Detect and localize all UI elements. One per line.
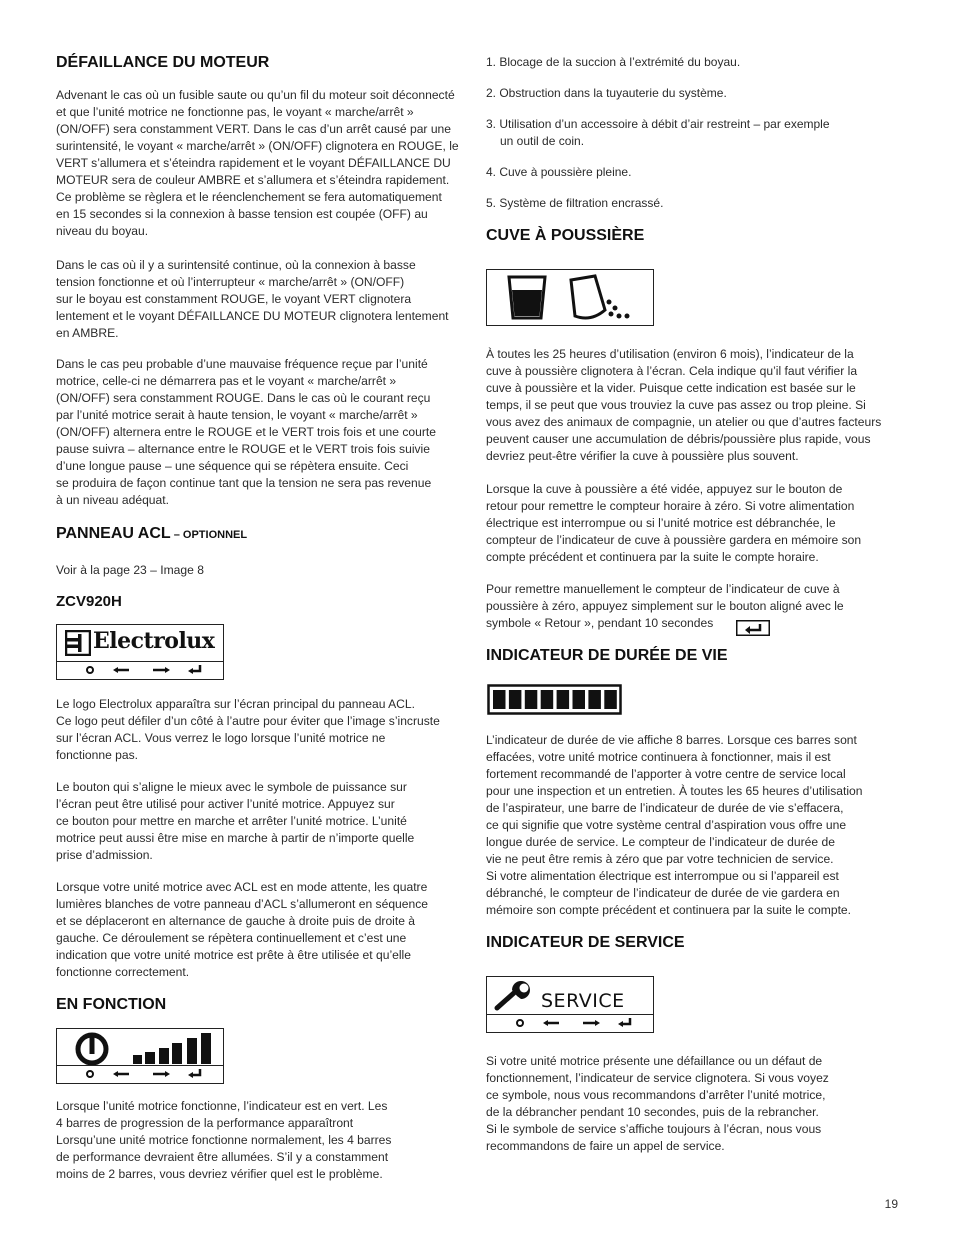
right-arrow-icon [153,1071,170,1077]
moteur-paragraph-1 [56,87,470,240]
text-line: poussière à zéro, appuyez simplement sur le bouton aligné avec le [486,599,844,613]
performance-bar-5 [187,1038,197,1064]
text-line: peuvent causer une accumulation de débris/poussière plus rapide, vous [486,432,871,446]
text-line: de l’aspirateur, une barre de l’indicateur de durée de vie s’effacera, [486,801,844,815]
power-button-symbol [517,1020,523,1026]
lcd-control-symbols [57,662,223,678]
text-line: lentement et le voyant DÉFAILLANCE DU MOTEUR clignotera lentement [56,309,449,323]
text-line: longue durée de service. Le compteur de l’indicateur de durée de [486,835,835,849]
service-lcd-panel [486,976,654,1033]
text-line: (ON/OFF) alternera entre le ROUGE et le VERT trois fois et une courte [56,425,436,439]
electrolux-logo-text: Electrolux [93,628,215,654]
section-title-service: INDICATEUR DE SERVICE [486,934,685,951]
life-bar-8 [604,690,617,709]
text-line: fortement recommandé de l’apporter à votre centre de service local [486,767,846,781]
lcd-control-symbols [487,1015,653,1031]
text-line: débranché, le compteur de l’indicateur de durée de vie gardera en [486,886,840,900]
text-line: VERT s’allumera et s’éteindra rapidement et le voyant DÉFAILLANCE DU [56,156,451,170]
cuve-paragraph-3 [486,581,900,632]
acl-reference: Voir à la page 23 – Image 8 [56,563,204,577]
electrolux-lcd-panel [56,624,224,680]
list-item: 3. Utilisation d’un accessoire à débit d’air restreint – par exemple [486,117,830,131]
text-line: ce qui signifie que votre système central d’aspiration vous offre une [486,818,847,832]
text-line: Dans le cas peu probable d’une mauvaise fréquence reçue par l’unité [56,357,428,371]
logo-paragraph-1 [56,696,470,764]
text-line: Si le symbole de service s’affiche toujours à l’écran, nous vous [486,1122,822,1136]
left-arrow-icon [543,1020,559,1026]
text-line: motrice peut aussi être mise en marche à partir de n’importe quelle [56,831,415,845]
text-line: Lorsque la cuve à poussière a été vidée, appuyez sur le bouton de [486,482,843,496]
text-line: Lorsque votre unité motrice avec ACL est en mode attente, les quatre [56,880,428,894]
text-line: Le logo Electrolux apparaîtra sur l’écran principal du panneau ACL. [56,697,416,711]
text-line: Lorsque l’unité motrice fonctionne, l’indicateur est en vert. Les [56,1099,388,1113]
lcd-buttons-row [57,1065,223,1083]
text-line: sur l’écran ACL. Vous verrez le logo lorsque l’unité motrice ne [56,731,386,745]
text-line: se produira de façon continue tant que la tension ne sera pas revenue [56,476,432,490]
text-line: recommandons de faire un appel de service. [486,1139,725,1153]
text-line: MOTEUR sera de couleur AMBRE et s’allumera et s’éteindra rapidement. [56,173,450,187]
wrench-icon [493,980,539,1014]
text-line: et se déplaceront en alternance de gauche à droite puis de droite à [56,914,416,928]
text-line: ce symbole, nous vous recommandons d’arrêter l’unité motrice, [486,1088,826,1102]
performance-bar-4 [172,1043,182,1064]
text-line: À toutes les 25 heures d’utilisation (environ 6 mois), l’indicateur de la [486,347,854,361]
text-line: cuve à poussière clignotera à l’écran. Cela indique qu’il faut vérifier la [486,364,858,378]
life-bar-4 [541,690,554,709]
life-bar-2 [509,690,522,709]
text-line: fonctionne pas. [56,748,139,762]
acl-title-text: PANNEAU ACL [56,525,171,542]
acl-optional-label: – OPTIONNEL [170,529,248,541]
power-and-performance-graphic [57,1029,223,1066]
text-line: 4 barres de progression de la performance apparaîtront [56,1116,354,1130]
left-arrow-icon [113,667,129,673]
text-line: L’indicateur de durée de vie affiche 8 barres. Lorsque ces barres sont [486,733,857,747]
running-lcd-panel [56,1028,224,1084]
text-line: prise d’admission. [56,848,153,862]
text-line: en AMBRE. [56,326,119,340]
service-paragraph [486,1053,900,1155]
power-button-symbol [87,1071,93,1077]
text-line: moins de 2 barres, vous devriez vérifier quel est le problème. [56,1167,383,1181]
left-arrow-icon [113,1071,129,1077]
text-line: électrique est interrompue ou si l’unité motrice est débranchée, le [486,516,836,530]
text-line: gauche. Ce déroulement se répètera continuellement et c’est une [56,931,407,945]
text-line: pause suivra – alternance entre le ROUGE et le VERT trois fois suivie [56,442,430,456]
text-line: mémoire son compte précédent et continuera par la suite le compte. [486,903,852,917]
right-arrow-icon [583,1020,600,1026]
return-key-icon [736,620,770,636]
dust-bin-graphic [487,270,653,325]
text-line: de performance devraient être allumées. S’il y a constamment [56,1150,389,1164]
text-line: compteur de l’indicateur de cuve à poussière gardera en mémoire son [486,533,862,547]
dust-bin-full-icon [509,277,545,318]
text-line: pour une inspection et un entretien. À toutes les 65 heures d’utilisation [486,784,863,798]
right-arrow-icon [153,667,170,673]
life-bar-7 [588,690,601,709]
text-line: indication que votre unité motrice est prête à être utilisée et qu’elle [56,948,411,962]
text-line: à un niveau adéquat. [56,493,169,507]
performance-bar-3 [159,1048,169,1064]
electrolux-logo [57,625,223,662]
life-bar-1 [493,690,506,709]
duree-paragraph [486,732,900,919]
dust-bin-lcd-panel [486,269,654,326]
text-line: motrice, celle-ci ne démarrera pas et le voyant « marche/arrêt » [56,374,397,388]
cuve-paragraph-1 [486,346,900,465]
text-line: devriez peut-être vérifier la cuve à poussière plus souvent. [486,449,799,463]
text-line: (ON/OFF) sera constamment VERT. Dans le cas d’un arrêt causé par une [56,122,451,136]
text-line: vie ne peut être remis à zéro que par votre technicien de service. [486,852,834,866]
list-item: 2. Obstruction dans la tuyauterie du système. [486,86,727,100]
text-line: d’une longue pause – une séquence qui se répètera ensuite. Ceci [56,459,409,473]
moteur-paragraph-3 [56,356,470,509]
text-line: cuve à poussière et la vider. Puisque cette indication est basée sur le [486,381,856,395]
page-number: 19 [884,1197,898,1211]
moteur-paragraph-2 [56,257,470,342]
performance-bar-6 [201,1033,211,1064]
section-title-cuve: CUVE À POUSSIÈRE [486,227,645,244]
text-line: Si votre alimentation électrique est interrompue ou si l’appareil est [486,869,839,883]
return-arrow-icon [618,1018,630,1027]
performance-bar-1 [133,1055,142,1064]
life-bar-6 [573,690,586,709]
text-line: tension fonctionne et où l’interrupteur « marche/arrêt » (ON/OFF) [56,275,405,289]
text-line: temps, il se peut que vous trouviez la cuve pas assez ou trop pleine. Si [486,398,866,412]
text-line: compte précédent et continuera par la suite le compte horaire. [486,550,819,564]
text-line: ce bouton pour mettre en marche et arrêter l’unité motrice. L’unité [56,814,407,828]
text-line: Pour remettre manuellement le compteur de l’indicateur de cuve à [486,582,840,596]
text-line: Ce logo peut défiler d’un côté à l’autre pour éviter que l’image s’incruste [56,714,440,728]
section-title-duree: INDICATEUR DE DURÉE DE VIE [486,647,728,664]
text-line: et que l’unité motrice ne fonctionne pas, le voyant « marche/arrêt » [56,105,414,119]
list-item: 1. Blocage de la succion à l’extrémité du boyau. [486,55,741,69]
text-line: de la débrancher pendant 10 secondes, puis de la rebrancher. [486,1105,819,1119]
text-line: niveau du boyau. [56,224,149,238]
logo-paragraph-2 [56,779,470,864]
section-title-fonction: EN FONCTION [56,996,167,1013]
text-line: fonctionnement, l’indicateur de service clignotera. Si vous voyez [486,1071,829,1085]
text-line: retour pour remettre le compteur horaire à zéro. Si votre alimentation [486,499,855,513]
text-line: Dans le cas où il y a surintensité continue, où la connexion à basse [56,258,416,272]
text-line: par l’unité motrice serait à haute tension, le voyant « marche/arrêt » [56,408,418,422]
dust-bin-emptying-icon [571,276,630,319]
life-bar-3 [525,690,538,709]
text-line: l’écran peut être utilisé pour activer l’unité motrice. Appuyez sur [56,797,395,811]
text-line: fonctionne correctement. [56,965,190,979]
life-bar-5 [557,690,570,709]
section-title-acl [56,525,247,543]
return-arrow-icon [188,1069,200,1078]
text-line: Si votre unité motrice présente une défaillance ou un défaut de [486,1054,823,1068]
logo-paragraph-3 [56,879,470,981]
text-line: Advenant le cas où un fusible saute ou qu’un fil du moteur soit déconnecté [56,88,455,102]
model-title: ZCV920H [56,593,122,610]
list-item: un outil de coin. [500,134,585,148]
text-line: effacées, votre unité motrice continuera à fonctionner, mais il est [486,750,831,764]
lcd-buttons-row [57,661,223,679]
power-button-symbol [87,667,93,673]
text-line: lumières blanches de votre panneau d’ACL s’allumeront en séquence [56,897,429,911]
list-item: 4. Cuve à poussière pleine. [486,165,632,179]
service-label: SERVICE [541,990,625,1012]
life-indicator-graphic [487,684,623,716]
electrolux-mark-icon [65,630,91,656]
text-line: sur le boyau est constamment ROUGE, le voyant VERT clignotera [56,292,412,306]
text-line: Lorsqu’une unité motrice fonctionne normalement, les 4 barres [56,1133,392,1147]
cuve-paragraph-2 [486,481,900,566]
return-arrow-icon [188,665,200,674]
list-item: 5. Système de filtration encrassé. [486,196,664,210]
lcd-control-symbols [57,1066,223,1082]
text-line: Le bouton qui s’aligne le mieux avec le symbole de puissance sur [56,780,407,794]
lcd-buttons-row [487,1014,653,1032]
fonction-paragraph [56,1098,470,1183]
text-line: surintensité, le voyant « marche/arrêt » (ON/OFF) clignotera en ROUGE, le [56,139,459,153]
text-line: en 15 secondes si la connexion à basse tension est coupée (OFF) au [56,207,428,221]
text-line: (ON/OFF) sera constamment ROUGE. Dans le cas où le courant reçu [56,391,431,405]
section-title-moteur: DÉFAILLANCE DU MOTEUR [56,54,270,71]
power-icon [78,1035,106,1063]
text-line: Ce problème se règlera et le réenclenchement se fera automatiquement [56,190,442,204]
text-line: symbole « Retour », pendant 10 secondes [486,616,714,630]
text-line: vous avez des animaux de compagnie, un atelier ou que d’autres facteurs [486,415,882,429]
performance-bar-2 [145,1052,155,1064]
